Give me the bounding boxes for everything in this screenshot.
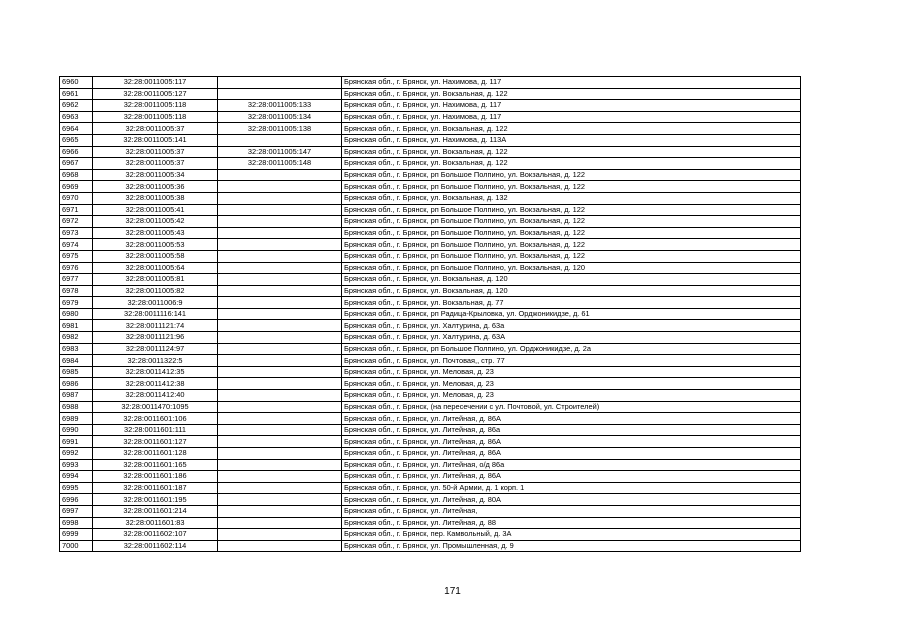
- cadastral-number-cell: 32:28:0011006:9: [93, 297, 218, 309]
- table-row: [60, 262, 801, 274]
- parent-cadastral-number-cell: [218, 378, 342, 390]
- row-number-cell: 6986: [60, 378, 93, 390]
- cadastral-number-cell: 32:28:0011005:38: [93, 192, 218, 204]
- row-number-cell: 6966: [60, 146, 93, 158]
- parent-cadastral-number-cell: [218, 332, 342, 344]
- row-number-cell: 6965: [60, 134, 93, 146]
- table-row: [60, 146, 801, 158]
- parent-cadastral-number-cell: [218, 169, 342, 181]
- address-cell: Брянская обл., г. Брянск, ул. Нахимова, д. 117: [342, 77, 801, 89]
- address-cell: Брянская обл., г. Брянск, ул. Нахимова, д. 113А: [342, 134, 801, 146]
- parent-cadastral-number-cell: [218, 262, 342, 274]
- row-number-cell: 6981: [60, 320, 93, 332]
- parent-cadastral-number-cell: 32:28:0011005:134: [218, 111, 342, 123]
- address-cell: Брянская обл., г. Брянск, рп Большое Полпино, ул. Орджоникидзе, д. 2а: [342, 343, 801, 355]
- parent-cadastral-number-cell: [218, 285, 342, 297]
- row-number-cell: 6994: [60, 471, 93, 483]
- table-row: [60, 343, 801, 355]
- table-row: [60, 494, 801, 506]
- row-number-cell: 6989: [60, 413, 93, 425]
- cadastral-number-cell: 32:28:0011005:141: [93, 134, 218, 146]
- address-cell: Брянская обл., г. Брянск, ул. Вокзальная, д. 120: [342, 285, 801, 297]
- address-cell: Брянская обл., г. Брянск, рп Большое Полпино, ул. Вокзальная, д. 122: [342, 250, 801, 262]
- cadastral-number-cell: 32:28:0011005:42: [93, 216, 218, 228]
- address-cell: Брянская обл., г. Брянск, ул. Вокзальная, д. 122: [342, 146, 801, 158]
- cadastral-number-cell: 32:28:0011005:37: [93, 146, 218, 158]
- row-number-cell: 6968: [60, 169, 93, 181]
- parent-cadastral-number-cell: [218, 216, 342, 228]
- registry-table-body: [60, 77, 801, 552]
- row-number-cell: 6962: [60, 100, 93, 112]
- table-row: [60, 390, 801, 402]
- row-number-cell: 6992: [60, 448, 93, 460]
- cadastral-number-cell: 32:28:0011005:53: [93, 239, 218, 251]
- parent-cadastral-number-cell: [218, 274, 342, 286]
- address-cell: Брянская обл., г. Брянск, ул. Литейная, д. 86А: [342, 436, 801, 448]
- cadastral-number-cell: 32:28:0011005:117: [93, 77, 218, 89]
- address-cell: Брянская обл., г. Брянск, ул. Литейная, д. 80А: [342, 494, 801, 506]
- parent-cadastral-number-cell: [218, 227, 342, 239]
- address-cell: Брянская обл., г. Брянск, ул. Почтовая,, стр. 77: [342, 355, 801, 367]
- address-cell: Брянская обл., г. Брянск, ул. Меловая, д. 23: [342, 378, 801, 390]
- parent-cadastral-number-cell: [218, 204, 342, 216]
- parent-cadastral-number-cell: [218, 77, 342, 89]
- parent-cadastral-number-cell: [218, 297, 342, 309]
- row-number-cell: 6997: [60, 505, 93, 517]
- row-number-cell: 6984: [60, 355, 93, 367]
- table-row: [60, 505, 801, 517]
- parent-cadastral-number-cell: 32:28:0011005:138: [218, 123, 342, 135]
- cadastral-number-cell: 32:28:0011116:141: [93, 308, 218, 320]
- cadastral-number-cell: 32:28:0011124:97: [93, 343, 218, 355]
- parent-cadastral-number-cell: [218, 366, 342, 378]
- address-cell: Брянская обл., г. Брянск, ул. Литейная, д. 86а: [342, 424, 801, 436]
- table-row: [60, 216, 801, 228]
- row-number-cell: 6988: [60, 401, 93, 413]
- address-cell: Брянская обл., г. Брянск, ул. Халтурина, д. 63а: [342, 320, 801, 332]
- cadastral-number-cell: 32:28:0011005:82: [93, 285, 218, 297]
- parent-cadastral-number-cell: [218, 192, 342, 204]
- table-row: [60, 413, 801, 425]
- row-number-cell: 6980: [60, 308, 93, 320]
- row-number-cell: 6999: [60, 529, 93, 541]
- row-number-cell: 6972: [60, 216, 93, 228]
- table-row: [60, 424, 801, 436]
- table-row: [60, 285, 801, 297]
- cadastral-number-cell: 32:28:0011005:64: [93, 262, 218, 274]
- row-number-cell: 7000: [60, 540, 93, 552]
- row-number-cell: 6987: [60, 390, 93, 402]
- row-number-cell: 6964: [60, 123, 93, 135]
- cadastral-number-cell: 32:28:0011601:83: [93, 517, 218, 529]
- row-number-cell: 6990: [60, 424, 93, 436]
- table-row: [60, 297, 801, 309]
- address-cell: Брянская обл., г. Брянск, ул. Меловая, д. 23: [342, 366, 801, 378]
- row-number-cell: 6995: [60, 482, 93, 494]
- parent-cadastral-number-cell: [218, 239, 342, 251]
- address-cell: Брянская обл., г. Брянск, рп Большое Полпино, ул. Вокзальная, д. 122: [342, 227, 801, 239]
- cadastral-number-cell: 32:28:0011005:43: [93, 227, 218, 239]
- parent-cadastral-number-cell: 32:28:0011005:147: [218, 146, 342, 158]
- cadastral-number-cell: 32:28:0011601:111: [93, 424, 218, 436]
- address-cell: Брянская обл., г. Брянск, рп Радица-Крыловка, ул. Орджоникидзе, д. 61: [342, 308, 801, 320]
- row-number-cell: 6961: [60, 88, 93, 100]
- cadastral-number-cell: 32:28:0011601:128: [93, 448, 218, 460]
- cadastral-number-cell: 32:28:0011601:127: [93, 436, 218, 448]
- address-cell: Брянская обл., г. Брянск, ул. Халтурина, д. 63А: [342, 332, 801, 344]
- address-cell: Брянская обл., г. Брянск, ул. Вокзальная, д. 122: [342, 158, 801, 170]
- parent-cadastral-number-cell: [218, 436, 342, 448]
- address-cell: Брянская обл., г. Брянск, рп Большое Полпино, ул. Вокзальная, д. 122: [342, 216, 801, 228]
- table-row: [60, 169, 801, 181]
- parent-cadastral-number-cell: [218, 250, 342, 262]
- cadastral-number-cell: 32:28:0011005:127: [93, 88, 218, 100]
- table-row: [60, 88, 801, 100]
- row-number-cell: 6983: [60, 343, 93, 355]
- address-cell: Брянская обл., г. Брянск, ул. Нахимова, д. 117: [342, 111, 801, 123]
- table-row: [60, 471, 801, 483]
- row-number-cell: 6974: [60, 239, 93, 251]
- cadastral-number-cell: 32:28:0011601:195: [93, 494, 218, 506]
- table-row: [60, 77, 801, 89]
- parent-cadastral-number-cell: [218, 471, 342, 483]
- cadastral-number-cell: 32:28:0011601:106: [93, 413, 218, 425]
- row-number-cell: 6996: [60, 494, 93, 506]
- table-row: [60, 401, 801, 413]
- table-row: [60, 250, 801, 262]
- parent-cadastral-number-cell: [218, 308, 342, 320]
- row-number-cell: 6960: [60, 77, 93, 89]
- row-number-cell: 6971: [60, 204, 93, 216]
- cadastral-number-cell: 32:28:0011322:5: [93, 355, 218, 367]
- cadastral-number-cell: 32:28:0011412:38: [93, 378, 218, 390]
- cadastral-number-cell: 32:28:0011005:37: [93, 158, 218, 170]
- address-cell: Брянская обл., г. Брянск, ул. Литейная,: [342, 505, 801, 517]
- parent-cadastral-number-cell: [218, 517, 342, 529]
- row-number-cell: 6975: [60, 250, 93, 262]
- parent-cadastral-number-cell: [218, 320, 342, 332]
- cadastral-number-cell: 32:28:0011601:186: [93, 471, 218, 483]
- table-row: [60, 436, 801, 448]
- parent-cadastral-number-cell: [218, 355, 342, 367]
- row-number-cell: 6969: [60, 181, 93, 193]
- cadastral-number-cell: 32:28:0011602:107: [93, 529, 218, 541]
- cadastral-number-cell: 32:28:0011005:81: [93, 274, 218, 286]
- table-row: [60, 100, 801, 112]
- parent-cadastral-number-cell: [218, 540, 342, 552]
- address-cell: Брянская обл., г. Брянск, ул. Литейная, д. 86А: [342, 413, 801, 425]
- parent-cadastral-number-cell: [218, 343, 342, 355]
- table-row: [60, 448, 801, 460]
- address-cell: Брянская обл., г. Брянск, ул. Литейная, д. 86А: [342, 471, 801, 483]
- row-number-cell: 6979: [60, 297, 93, 309]
- address-cell: Брянская обл., г. Брянск, ул. Вокзальная, д. 77: [342, 297, 801, 309]
- address-cell: Брянская обл., г. Брянск, ул. Нахимова, д. 117: [342, 100, 801, 112]
- row-number-cell: 6978: [60, 285, 93, 297]
- cadastral-number-cell: 32:28:0011601:187: [93, 482, 218, 494]
- row-number-cell: 6982: [60, 332, 93, 344]
- parent-cadastral-number-cell: [218, 505, 342, 517]
- table-row: [60, 181, 801, 193]
- parent-cadastral-number-cell: [218, 459, 342, 471]
- property-registry-table: [59, 76, 801, 552]
- cadastral-number-cell: 32:28:0011005:118: [93, 100, 218, 112]
- address-cell: Брянская обл., г. Брянск, ул. Литейная, д. 88: [342, 517, 801, 529]
- cadastral-number-cell: 32:28:0011121:74: [93, 320, 218, 332]
- parent-cadastral-number-cell: [218, 134, 342, 146]
- parent-cadastral-number-cell: [218, 529, 342, 541]
- address-cell: Брянская обл., г. Брянск, рп Большое Полпино, ул. Вокзальная, д. 122: [342, 239, 801, 251]
- table-row: [60, 308, 801, 320]
- cadastral-number-cell: 32:28:0011601:165: [93, 459, 218, 471]
- row-number-cell: 6993: [60, 459, 93, 471]
- parent-cadastral-number-cell: [218, 181, 342, 193]
- table-row: [60, 355, 801, 367]
- parent-cadastral-number-cell: [218, 413, 342, 425]
- cadastral-number-cell: 32:28:0011005:41: [93, 204, 218, 216]
- address-cell: Брянская обл., г. Брянск, ул. Промышленная, д. 9: [342, 540, 801, 552]
- row-number-cell: 6998: [60, 517, 93, 529]
- table-row: [60, 158, 801, 170]
- table-row: [60, 529, 801, 541]
- row-number-cell: 6976: [60, 262, 93, 274]
- row-number-cell: 6977: [60, 274, 93, 286]
- address-cell: Брянская обл., г. Брянск, пер. Камвольный, д. 3А: [342, 529, 801, 541]
- address-cell: Брянская обл., г. Брянск, ул. Вокзальная, д. 122: [342, 123, 801, 135]
- table-row: [60, 540, 801, 552]
- cadastral-number-cell: 32:28:0011602:114: [93, 540, 218, 552]
- parent-cadastral-number-cell: 32:28:0011005:133: [218, 100, 342, 112]
- cadastral-number-cell: 32:28:0011005:34: [93, 169, 218, 181]
- address-cell: Брянская обл., г. Брянск, ул. 50-й Армии, д. 1 корп. 1: [342, 482, 801, 494]
- parent-cadastral-number-cell: [218, 448, 342, 460]
- row-number-cell: 6963: [60, 111, 93, 123]
- table-row: [60, 204, 801, 216]
- table-row: [60, 123, 801, 135]
- cadastral-number-cell: 32:28:0011412:35: [93, 366, 218, 378]
- row-number-cell: 6973: [60, 227, 93, 239]
- parent-cadastral-number-cell: [218, 390, 342, 402]
- address-cell: Брянская обл., г. Брянск, рп Большое Полпино, ул. Вокзальная, д. 122: [342, 181, 801, 193]
- cadastral-number-cell: 32:28:0011470:1095: [93, 401, 218, 413]
- address-cell: Брянская обл., г. Брянск, рп Большое Полпино, ул. Вокзальная, д. 120: [342, 262, 801, 274]
- row-number-cell: 6985: [60, 366, 93, 378]
- parent-cadastral-number-cell: [218, 482, 342, 494]
- table-row: [60, 111, 801, 123]
- cadastral-number-cell: 32:28:0011005:36: [93, 181, 218, 193]
- table-row: [60, 332, 801, 344]
- parent-cadastral-number-cell: [218, 424, 342, 436]
- table-row: [60, 227, 801, 239]
- cadastral-number-cell: 32:28:0011601:214: [93, 505, 218, 517]
- cadastral-number-cell: 32:28:0011121:96: [93, 332, 218, 344]
- table-row: [60, 274, 801, 286]
- row-number-cell: 6991: [60, 436, 93, 448]
- table-row: [60, 459, 801, 471]
- row-number-cell: 6967: [60, 158, 93, 170]
- table-row: [60, 517, 801, 529]
- address-cell: Брянская обл., г. Брянск, ул. Вокзальная, д. 132: [342, 192, 801, 204]
- table-row: [60, 366, 801, 378]
- address-cell: Брянская обл., г. Брянск, ул. Вокзальная, д. 120: [342, 274, 801, 286]
- address-cell: Брянская обл., г. Брянск, ул. Литейная, о/д 86а: [342, 459, 801, 471]
- address-cell: Брянская обл., г. Брянск, ул. Меловая, д. 23: [342, 390, 801, 402]
- parent-cadastral-number-cell: [218, 88, 342, 100]
- table-row: [60, 134, 801, 146]
- cadastral-number-cell: 32:28:0011412:40: [93, 390, 218, 402]
- table-row: [60, 192, 801, 204]
- table-row: [60, 239, 801, 251]
- table-row: [60, 482, 801, 494]
- address-cell: Брянская обл., г. Брянск, рп Большое Полпино, ул. Вокзальная, д. 122: [342, 204, 801, 216]
- address-cell: Брянская обл., г. Брянск, ул. Литейная, д. 86А: [342, 448, 801, 460]
- parent-cadastral-number-cell: [218, 494, 342, 506]
- cadastral-number-cell: 32:28:0011005:58: [93, 250, 218, 262]
- table-row: [60, 378, 801, 390]
- parent-cadastral-number-cell: 32:28:0011005:148: [218, 158, 342, 170]
- row-number-cell: 6970: [60, 192, 93, 204]
- cadastral-number-cell: 32:28:0011005:37: [93, 123, 218, 135]
- address-cell: Брянская обл., г. Брянск, (на пересечении с ул. Почтовой, ул. Строителей): [342, 401, 801, 413]
- cadastral-number-cell: 32:28:0011005:118: [93, 111, 218, 123]
- address-cell: Брянская обл., г. Брянск, ул. Вокзальная, д. 122: [342, 88, 801, 100]
- page-number: 171: [444, 586, 461, 597]
- parent-cadastral-number-cell: [218, 401, 342, 413]
- address-cell: Брянская обл., г. Брянск, рп Большое Полпино, ул. Вокзальная, д. 122: [342, 169, 801, 181]
- table-row: [60, 320, 801, 332]
